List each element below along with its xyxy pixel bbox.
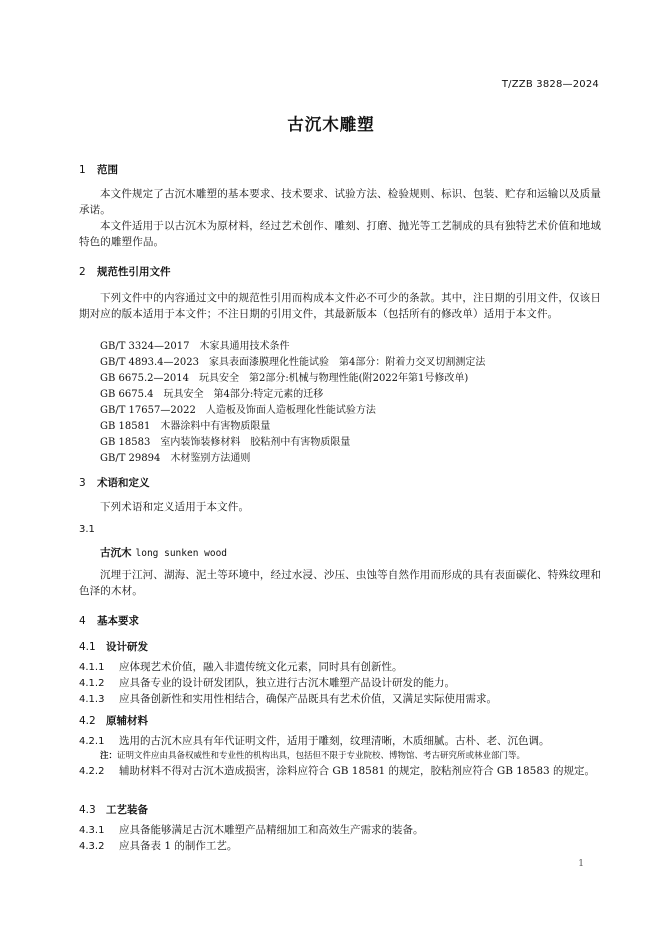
clause-text: 应具备创新性和实用性相结合，确保产品既具有艺术价值，又满足实际使用需求。	[119, 693, 497, 705]
clause-4-2-2	[79, 763, 601, 780]
term-definition: 沉埋于江河、湖海、泥土等环境中，经过水浸、沙压、虫蚀等自然作用而形成的具有表面碳化、特殊纹理和色泽的木材。	[79, 569, 601, 597]
clause-4-1-3	[79, 691, 497, 706]
clause-text: 选用的古沉木应具有年代证明文件，适用于雕刻，纹理清晰，木质细腻。古朴、老、沉色调。	[119, 735, 550, 747]
clause-4-3-1	[79, 822, 424, 837]
standard-code: T/ZZB 3828—2024	[501, 79, 599, 90]
clause-number: 4.1.3	[79, 694, 105, 705]
clause-number: 4.3.1	[79, 825, 105, 836]
references-intro: 下列文件中的内容通过文中的规范性引用而构成本文件必不可少的条款。其中，注日期的引用文件，仅该日期对应的版本适用于本文件；不注日期的引用文件，其最新版本（包括所有的修改单）适用于本文件。	[79, 292, 601, 320]
reference-item: GB/T 4893.4—2023 家具表面漆膜理化性能试验 第4部分：附着力交叉切割测定法	[100, 357, 486, 368]
subsection-title: 原辅材料	[106, 715, 148, 727]
scope-paragraph-1: 本文件规定了古沉木雕塑的基本要求、技术要求、试验方法、检验规则、标识、包装、贮存和运输以及质量承诺。	[79, 188, 601, 216]
subsection-number: 4.2	[79, 715, 96, 727]
term-name	[100, 545, 227, 560]
reference-item: GB 18583 室内装饰装修材料 胶粘剂中有害物质限量	[100, 437, 351, 448]
subsection-number: 4.1	[79, 641, 96, 653]
reference-item: GB/T 3324—2017 木家具通用技术条件	[100, 341, 290, 352]
subsection-4-3-heading	[79, 802, 148, 817]
reference-item: GB 18581 木器涂料中有害物质限量	[100, 421, 271, 432]
section-title: 规范性引用文件	[97, 266, 171, 278]
subsection-4-1-heading	[79, 639, 148, 654]
clause-text: 应体现艺术价值，融入非遗传统文化元素，同时具有创新性。	[119, 661, 403, 673]
section-number: 1	[79, 164, 86, 176]
section-number: 4	[79, 615, 86, 627]
section-title: 基本要求	[97, 615, 139, 627]
clause-number: 4.2.1	[79, 736, 105, 747]
reference-item: GB/T 29894 木材鉴别方法通则	[100, 453, 251, 464]
clause-number: 4.1.1	[79, 662, 105, 673]
term-chinese: 古沉木	[100, 547, 132, 559]
terms-intro: 下列术语和定义适用于本文件。	[100, 501, 250, 513]
reference-item: GB 6675.2—2014 玩具安全 第2部分:机械与物理性能(附2022年第1号修改单)	[100, 373, 469, 384]
term-english: long sunken wood	[135, 548, 228, 559]
clause-4-1-2	[79, 675, 455, 690]
section-number: 2	[79, 266, 86, 278]
note-text: 证明文件应由具备权威性和专业性的机构出具，包括但不限于专业院校、博物馆、考古研究所或林业部门等。	[117, 751, 526, 761]
clause-4-3-2	[79, 838, 237, 853]
section-3-heading	[79, 475, 150, 490]
note-label: 注：	[100, 751, 118, 761]
document-title: 古沉木雕塑	[287, 115, 375, 134]
clause-4-1-1	[79, 659, 403, 674]
subsection-title: 设计研发	[106, 641, 148, 653]
clause-4-2-1	[79, 733, 550, 748]
clause-number: 4.3.2	[79, 841, 105, 852]
note	[100, 749, 525, 761]
clause-text: 应具备专业的设计研发团队，独立进行古沉木雕塑产品设计研发的能力。	[119, 677, 455, 689]
term-number: 3.1	[79, 524, 95, 535]
reference-item: GB 6675.4 玩具安全 第4部分:特定元素的迁移	[100, 389, 324, 400]
reference-item: GB/T 17657—2022 人造板及饰面人造板理化性能试验方法	[100, 405, 376, 416]
section-number: 3	[79, 477, 86, 489]
section-title: 范围	[97, 164, 118, 176]
scope-paragraph-2: 本文件适用于以古沉木为原材料，经过艺术创作、雕刻、打磨、抛光等工艺制成的具有独特艺术价值和地域特色的雕塑作品。	[79, 220, 601, 248]
page-number: 1	[578, 859, 584, 869]
subsection-title: 工艺装备	[106, 804, 148, 816]
section-4-heading	[79, 613, 139, 628]
clause-text: 应具备能够满足古沉木雕塑产品精细加工和高效生产需求的装备。	[119, 824, 424, 836]
section-1-heading	[79, 162, 118, 177]
section-title: 术语和定义	[97, 477, 150, 489]
subsection-4-2-heading	[79, 713, 148, 728]
clause-number: 4.2.2	[79, 766, 105, 777]
subsection-number: 4.3	[79, 804, 96, 816]
clause-text: 应具备表 1 的制作工艺。	[119, 840, 238, 852]
clause-number: 4.1.2	[79, 678, 105, 689]
section-2-heading	[79, 264, 171, 279]
clause-text: 辅助材料不得对古沉木造成损害，涂料应符合 GB 18581 的规定，胶粘剂应符合 GB 18583 的规定。	[119, 765, 596, 777]
